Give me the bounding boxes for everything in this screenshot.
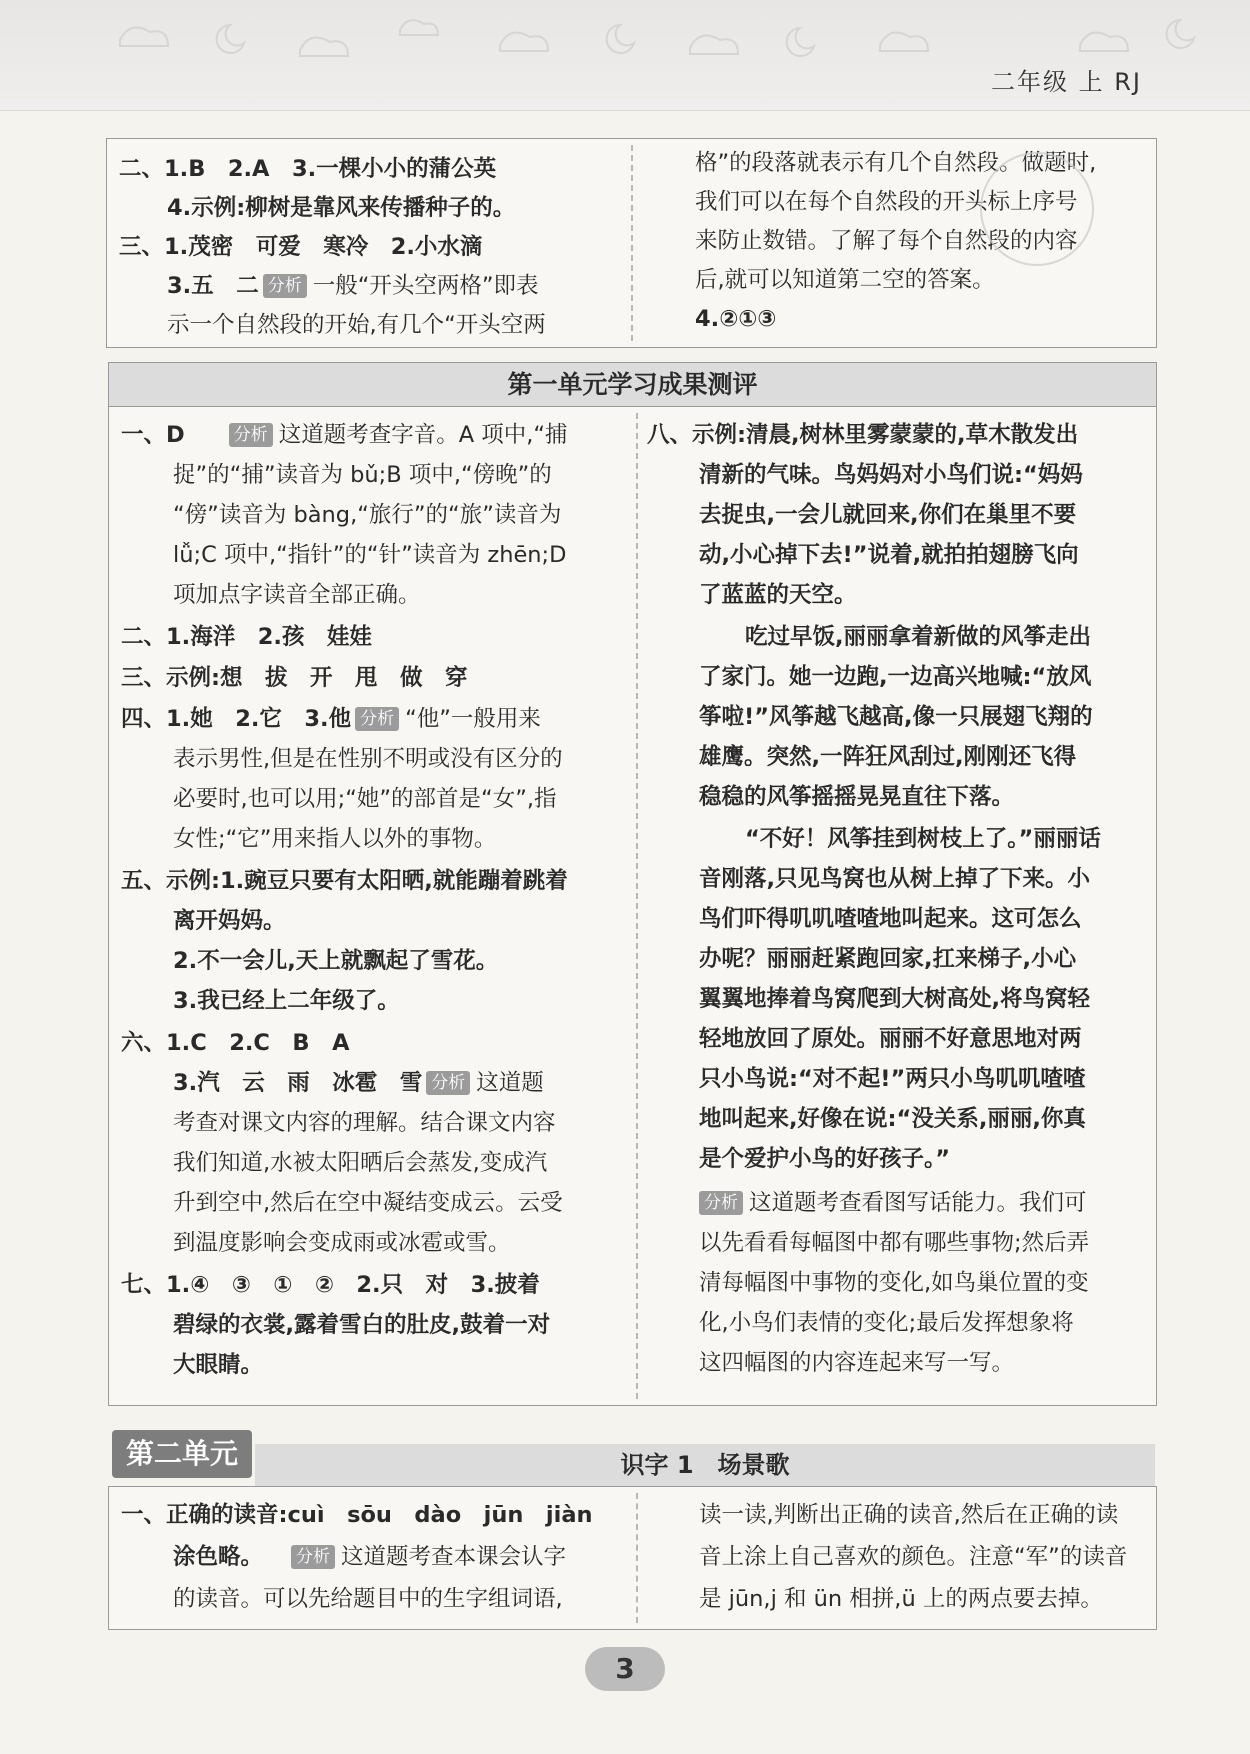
answer-line: 鸟们吓得叽叽喳喳地叫起来。这可怎么 — [699, 906, 1082, 932]
answer-line: 三、示例:想 拔 开 甩 做 穿 — [121, 665, 468, 691]
answer-line: 稳稳的风筝摇摇晃晃直往下落。 — [699, 784, 1015, 810]
answer-line: 三、1.茂密 可爱 寒冷 2.小水滴 — [119, 234, 483, 260]
analysis-text: 一般“开头空两格”即表 — [312, 273, 539, 299]
answer-line: 了蓝蓝的天空。 — [699, 582, 857, 608]
section-title: 第一单元学习成果测评 — [108, 362, 1157, 407]
analysis-tag: 分析 — [355, 707, 399, 731]
answer-line: 动,小心掉下去!”说着,就拍拍翅膀飞向 — [699, 542, 1079, 568]
answer-line: 了家门。她一边跑,一边高兴地喊:“放风 — [699, 664, 1092, 690]
analysis-text: 这道题考查字音。A 项中,“捕 — [278, 422, 568, 448]
analysis-line: 音上涂上自己喜欢的颜色。注意“军”的读音 — [699, 1544, 1128, 1570]
page-number: 3 — [585, 1647, 665, 1691]
analysis-line: 示一个自然段的开始,有几个“开头空两 — [167, 312, 546, 338]
answer-text: 一、D — [121, 422, 185, 448]
answer-line: 碧绿的衣裳,露着雪白的肚皮,鼓着一对 — [173, 1312, 551, 1338]
answer-line: 只小鸟说:“对不起!”两只小鸟叽叽喳喳 — [699, 1066, 1086, 1092]
answer-line: 去捉虫,一会儿就回来,你们在巢里不要 — [699, 502, 1077, 528]
analysis-line: 我们知道,水被太阳晒后会蒸发,变成汽 — [173, 1150, 548, 1176]
analysis-line: 来防止数错。了解了每个自然段的内容 — [695, 228, 1078, 254]
answer-line: 清新的气味。鸟妈妈对小鸟们说:“妈妈 — [699, 462, 1083, 488]
lesson-title: 识字 1 场景歌 — [255, 1444, 1155, 1486]
answer-line: 二、1.海洋 2.孩 娃娃 — [121, 624, 372, 650]
answer-line: 五、示例:1.豌豆只要有太阳晒,就能蹦着跳着 — [121, 868, 568, 894]
unit2-answer-box — [108, 1486, 1157, 1630]
answer-line: 3.我已经上二年级了。 — [173, 988, 400, 1014]
analysis-line: 化,小鸟们表情的变化;最后发挥想象将 — [699, 1310, 1074, 1336]
answer-line: 办呢？丽丽赶紧跑回家,扛来梯子,小心 — [699, 946, 1077, 972]
answer-line: 翼翼地捧着鸟窝爬到大树高处,将鸟窝轻 — [699, 986, 1091, 1012]
analysis-text: 这道题考查看图写话能力。我们可 — [749, 1190, 1087, 1216]
analysis-line: 表示男性,但是在性别不明或没有区分的 — [173, 746, 563, 772]
analysis-line — [699, 1183, 1087, 1223]
analysis-line: 考查对课文内容的理解。结合课文内容 — [173, 1110, 556, 1136]
analysis-line: 后,就可以知道第二空的答案。 — [695, 267, 995, 293]
answer-line — [121, 699, 541, 739]
analysis-tag: 分析 — [699, 1191, 743, 1215]
analysis-line: 读一读,判断出正确的读音,然后在正确的读 — [699, 1502, 1119, 1528]
answer-line: 音刚落,只见鸟窝也从树上掉了下来。小 — [699, 866, 1091, 892]
answer-text: 涂色略。 — [173, 1544, 264, 1570]
answer-line: 雄鹰。突然,一阵狂风刮过,刚刚还飞得 — [699, 744, 1077, 770]
answer-line: 吃过早饭,丽丽拿着新做的风筝走出 — [745, 624, 1092, 650]
analysis-line: lǚ;C 项中,“指针”的“针”读音为 zhēn;D — [173, 542, 567, 568]
answer-line: 二、1.B 2.A 3.一棵小小的蒲公英 — [119, 156, 497, 182]
answer-line: 七、1.④ ③ ① ② 2.只 对 3.披着 — [121, 1272, 540, 1298]
analysis-text: 这道题考查本课会认字 — [341, 1544, 567, 1570]
answer-line: 筝啦!”风筝越飞越高,像一只展翅飞翔的 — [699, 704, 1093, 730]
answer-line — [167, 266, 539, 306]
analysis-tag: 分析 — [263, 274, 307, 298]
answer-line: 4.②①③ — [695, 306, 777, 332]
answer-line: 大眼睛。 — [173, 1352, 264, 1378]
analysis-line: 清每幅图中事物的变化,如鸟巢位置的变 — [699, 1270, 1089, 1296]
analysis-line: 升到空中,然后在空中凝结变成云。云受 — [173, 1190, 563, 1216]
analysis-tag: 分析 — [229, 423, 273, 447]
answer-line: 4.示例:柳树是靠风来传播种子的。 — [167, 195, 516, 221]
analysis-line: 这四幅图的内容连起来写一写。 — [699, 1350, 1015, 1376]
answer-line: 离开妈妈。 — [173, 908, 286, 934]
column-divider — [636, 413, 638, 1399]
analysis-text: “他”一般用来 — [405, 706, 541, 732]
analysis-line: 项加点字读音全部正确。 — [173, 582, 421, 608]
answer-line — [121, 415, 568, 455]
answer-line: 2.不一会儿,天上就飘起了雪花。 — [173, 948, 499, 974]
answer-line: 一、正确的读音:cuì sōu dào jūn jiàn — [121, 1502, 593, 1528]
answer-line: “不好！风筝挂到树枝上了。”丽丽话 — [745, 826, 1101, 852]
answer-line: 八、示例:清晨,树林里雾蒙蒙的,草木散发出 — [647, 422, 1079, 448]
answer-line: 地叫起来,好像在说:“没关系,丽丽,你真 — [699, 1106, 1086, 1132]
answer-line: 六、1.C 2.C B A — [121, 1030, 350, 1056]
analysis-line: 女性;“它”用来指人以外的事物。 — [173, 826, 497, 852]
analysis-line: 必要时,也可以用;“她”的部首是“女”,指 — [173, 786, 557, 812]
answer-text: 四、1.她 2.它 3.他 — [121, 706, 352, 732]
answer-line — [173, 1063, 544, 1103]
stamp-seal — [980, 152, 1094, 266]
answer-text: 3.汽 云 雨 冰雹 雪 — [173, 1070, 423, 1096]
analysis-tag: 分析 — [426, 1071, 470, 1095]
analysis-line: 格”的段落就表示有几个自然段。做题时, — [695, 150, 1097, 176]
unit1-answer-box — [108, 406, 1157, 1406]
answer-line — [173, 1537, 566, 1577]
answer-line: 是个爱护小鸟的好孩子。” — [699, 1146, 951, 1172]
header-band — [0, 0, 1250, 111]
column-divider — [631, 145, 633, 341]
analysis-tag: 分析 — [291, 1545, 335, 1569]
column-divider — [636, 1493, 638, 1623]
analysis-line: 以先看看每幅图中都有哪些事物;然后弄 — [699, 1230, 1090, 1256]
unit-tab: 第二单元 — [112, 1430, 252, 1478]
answer-text: 3.五 二 — [167, 273, 259, 299]
analysis-line: 的读音。可以先给题目中的生字组词语, — [173, 1586, 563, 1612]
analysis-line: 我们可以在每个自然段的开头标上序号 — [695, 189, 1078, 215]
analysis-line: 到温度影响会变成雨或冰雹或雪。 — [173, 1230, 511, 1256]
analysis-line: 捉”的“捕”读音为 bǔ;B 项中,“傍晚”的 — [173, 462, 552, 488]
analysis-line: “傍”读音为 bàng,“旅行”的“旅”读音为 — [173, 502, 562, 528]
grade-label: 二年级 上 RJ — [990, 68, 1142, 96]
analysis-text: 这道题 — [476, 1070, 544, 1096]
analysis-line: 是 jūn,j 和 ün 相拼,ü 上的两点要去掉。 — [699, 1586, 1103, 1612]
answer-line: 轻地放回了原处。丽丽不好意思地对两 — [699, 1026, 1082, 1052]
